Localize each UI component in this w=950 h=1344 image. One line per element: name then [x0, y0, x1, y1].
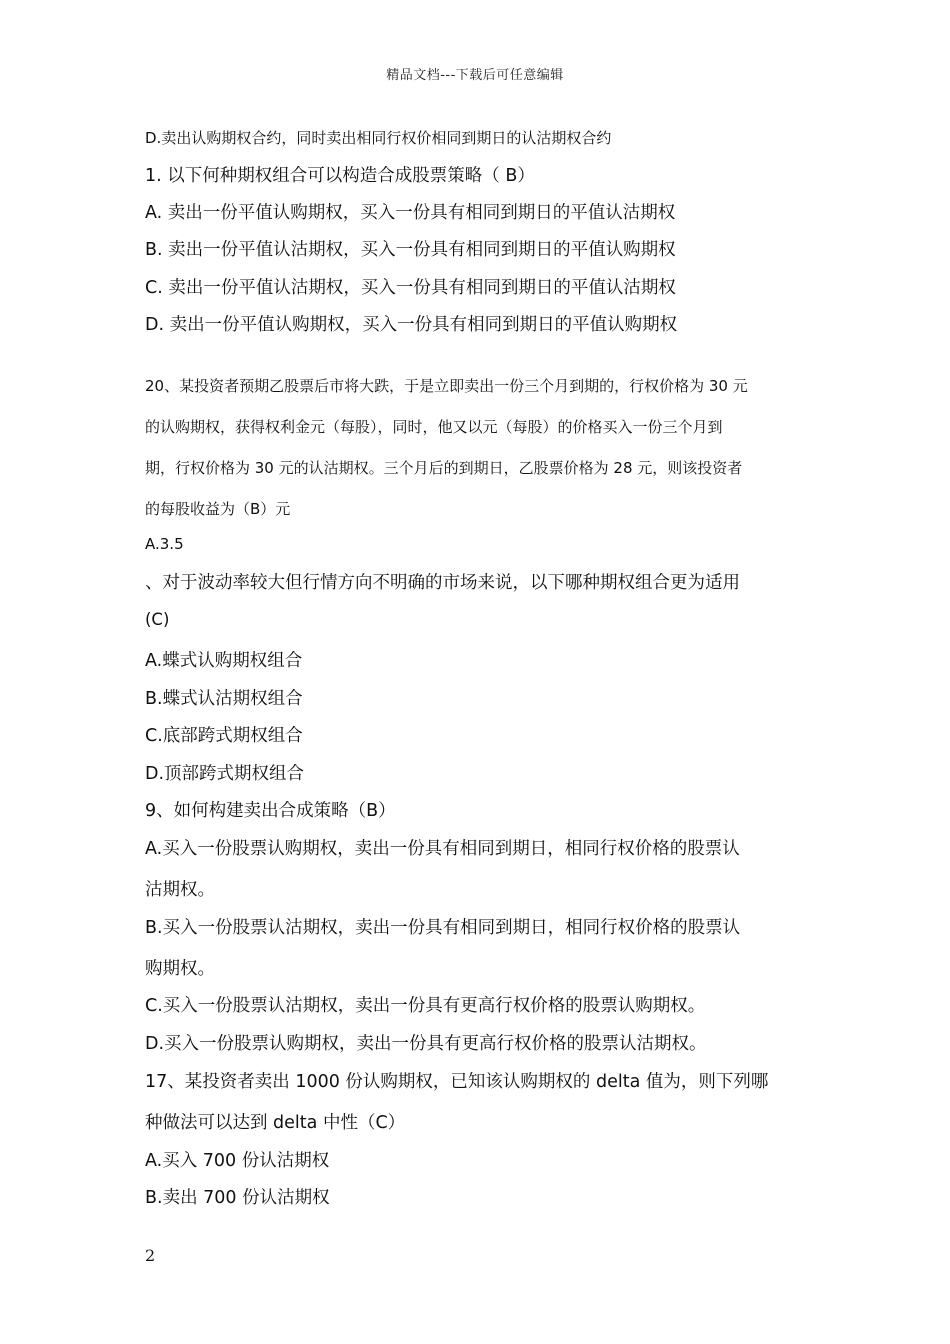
option-line: A.买入 700 份认沽期权 — [145, 1151, 330, 1171]
option-line: A. 卖出一份平值认购期权，买入一份具有相同到期日的平值认沽期权 — [145, 203, 676, 223]
text-line: 购期权。 — [145, 959, 215, 979]
option-line: C. 卖出一份平值认沽期权，买入一份具有相同到期日的平值认沽期权 — [145, 278, 676, 298]
question-line: 9、如何构建卖出合成策略（B） — [145, 801, 396, 821]
text-line: 的每股收益为（B）元 — [145, 500, 291, 518]
option-line: A.3.5 — [145, 535, 184, 553]
question-line: 17、某投资者卖出 1000 份认购期权，已知该认购期权的 delta 值为，则下列哪 — [145, 1072, 769, 1092]
text-line: 的认购期权，获得权利金元（每股），同时，他又以元（每股）的价格买入一份三个月到 — [145, 418, 723, 436]
question-line: 20、某投资者预期乙股票后市将大跌，于是立即卖出一份三个月到期的，行权价格为 30 元 — [145, 377, 748, 395]
option-line: B.蝶式认沽期权组合 — [145, 689, 303, 709]
text-line: D.卖出认购期权合约，同时卖出相同行权价相同到期日的认沽期权合约 — [145, 129, 612, 147]
option-line: D.买入一份股票认购期权，卖出一份具有更高行权价格的股票认沽期权。 — [145, 1034, 707, 1054]
option-line: D.顶部跨式期权组合 — [145, 764, 305, 784]
text-line: 沽期权。 — [145, 880, 215, 900]
option-line: B.卖出 700 份认沽期权 — [145, 1188, 330, 1208]
question-line: 、对于波动率较大但行情方向不明确的市场来说，以下哪种期权组合更为适用 — [145, 573, 740, 593]
option-line: C.买入一份股票认沽期权，卖出一份具有更高行权价格的股票认购期权。 — [145, 996, 706, 1016]
option-line: A.买入一份股票认购期权，卖出一份具有相同到期日，相同行权价格的股票认 — [145, 839, 740, 859]
option-line: A.蝶式认购期权组合 — [145, 651, 303, 671]
answer-line: (C) — [145, 610, 170, 629]
option-line: B. 卖出一份平值认沽期权，买入一份具有相同到期日的平值认购期权 — [145, 240, 676, 260]
text-line: 种做法可以达到 delta 中性（C） — [145, 1113, 406, 1133]
option-line: D. 卖出一份平值认购期权，买入一份具有相同到期日的平值认购期权 — [145, 315, 678, 335]
text-line: 期，行权价格为 30 元的认沽期权。三个月后的到期日，乙股票价格为 28 元，则该投资者 — [145, 459, 743, 477]
question-line: 1. 以下何种期权组合可以构造合成股票策略（ B） — [145, 166, 535, 186]
page-number: 2 — [145, 1246, 156, 1265]
page-header: 精品文档---下载后可任意编辑 — [386, 68, 564, 83]
option-line: C.底部跨式期权组合 — [145, 726, 303, 746]
option-line: B.买入一份股票认沽期权，卖出一份具有相同到期日，相同行权价格的股票认 — [145, 918, 741, 938]
